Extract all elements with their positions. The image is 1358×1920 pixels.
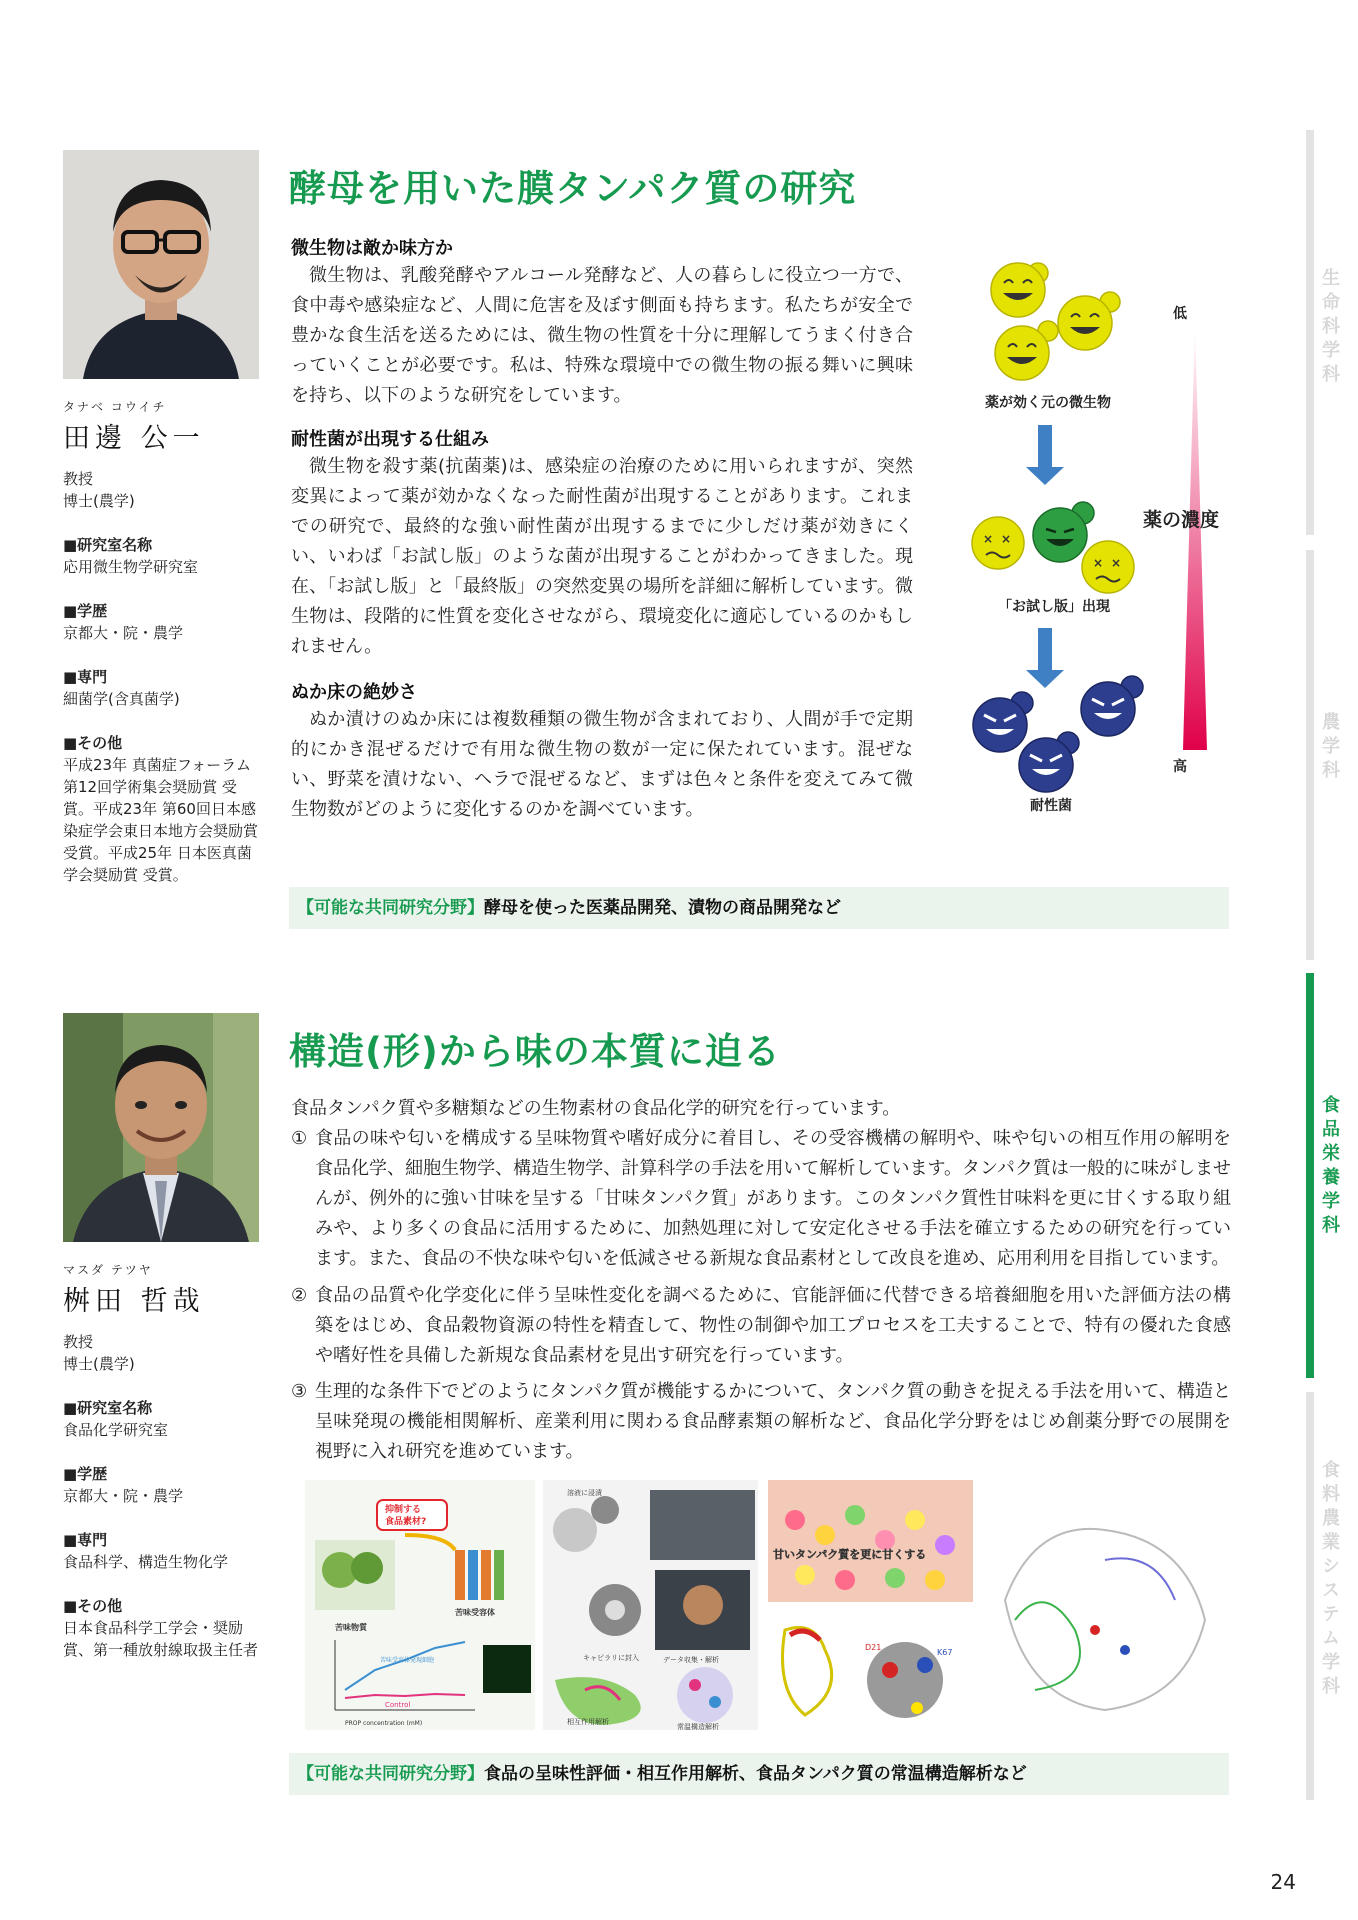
- portrait-masuda: [63, 1013, 259, 1242]
- intro-paragraph: 食品タンパク質や多糖類などの生物素材の食品化学的研究を行っています。: [291, 1098, 901, 1119]
- collab-text: 食品の呈味性評価・相互作用解析、食品タンパク質の常温構造解析など: [484, 1764, 1027, 1784]
- position: 教授: [63, 470, 94, 488]
- subheading: 耐性菌が出現する仕組み: [291, 429, 489, 450]
- svg-text:PROP concentration (mM): PROP concentration (mM): [345, 1720, 423, 1727]
- svg-text:D21: D21: [865, 1643, 882, 1652]
- tab-life-science[interactable]: 生命科学科: [1319, 268, 1340, 388]
- svg-text:×: ×: [1001, 532, 1012, 546]
- research-item: [291, 1124, 1231, 1274]
- collab-box: [289, 887, 1229, 929]
- item-text: 生理的な条件下でどのようにタンパク質が機能するかについて、タンパク質の動きを捉える手法を用いて、構造と呈味発現の機能相関解析、産業利用に関わる食品酵素類の解析など、食品化学分野をはじめ創薬分野での展開を視野に入れ研究を進めています。: [315, 1381, 1231, 1462]
- profile-details: [63, 1331, 263, 1683]
- item-number: ③: [291, 1381, 308, 1402]
- tab-food-nutrition[interactable]: 食品栄養学科: [1319, 1095, 1340, 1239]
- education-heading: ■学歴: [63, 602, 108, 620]
- dying-microbe-icon: [972, 517, 1024, 569]
- label-original-microbe: 薬が効く元の微生物: [985, 395, 1111, 411]
- collab-label: 【可能な共同研究分野】: [297, 898, 484, 918]
- svg-text:データ収集・解析: データ収集・解析: [663, 1656, 719, 1664]
- resistance-diagram: [940, 245, 1230, 825]
- portrait-tanabe: [63, 150, 259, 379]
- resistant-microbe-icon: [973, 692, 1033, 752]
- specialty: 細菌学(含真菌学): [63, 690, 180, 708]
- svg-text:苦味受容体発現細胞: 苦味受容体発現細胞: [380, 1657, 435, 1664]
- label-low: 低: [1173, 306, 1187, 322]
- lab-heading: ■研究室名称: [63, 536, 153, 554]
- other-info: 平成23年 真菌症フォーラム第12回学術集会奨励賞 受賞。平成23年 第60回日本感染症学会東日本地方会奨励賞 受賞。平成25年 日本医真菌学会奨励賞 受賞。: [63, 756, 259, 884]
- tab-bar-1: [1306, 130, 1314, 535]
- svg-text:溶液に浸漬: 溶液に浸漬: [567, 1489, 602, 1497]
- tab-agriculture[interactable]: 農学科: [1319, 712, 1340, 784]
- research-item: [291, 1377, 1231, 1467]
- section-title: 構造(形)から味の本質に迫る: [289, 1030, 781, 1073]
- degree: 博士(農学): [63, 492, 135, 510]
- subheading: ぬか床の絶妙さ: [291, 682, 417, 703]
- collab-text: 酵母を使った医薬品開発、漬物の商品開発など: [484, 898, 841, 918]
- paragraph: 微生物を殺す薬(抗菌薬)は、感染症の治療のために用いられますが、突然変異によって薬が効かなくなった耐性菌が出現することがあります。これまでの研究で、最終的な強い耐性菌が出現するまでに少しだけ薬が効きにくい、いわば「お試し版」のような菌が出現することがわかってきました。現在、「お試し版」と「最終版」の突然変異の場所を詳細に解析しています。微生物は、段階的に性質を変化させながら、環境変化に適応しているのかもしれません。: [291, 456, 913, 657]
- tab-bar-3: [1306, 973, 1314, 1378]
- item-number: ①: [291, 1128, 308, 1149]
- svg-text:相互作用解析: 相互作用解析: [567, 1718, 609, 1726]
- label-trial-version: 「お試し版」出現: [998, 599, 1110, 615]
- item-text: 食品の味や匂いを構成する呈味物質や嗜好成分に着目し、その受容機構の解明や、味や匂いの相互作用の解明を食品化学、細胞生物学、構造生物学、計算科学の手法を用いて解析しています。タンパク質は一般的に味がしませんが、例外的に強い甘味を呈する「甘味タンパク質」があります。このタンパク質性甘味料を更に甘くする取り組みや、より多くの食品に活用するために、加熱処理に対して安定化させる手法を確立するための研究を行っています。また、食品の不快な味や匂いを低減させる新規な食品素材として改良を進め、応用利用を目指しています。: [315, 1128, 1231, 1269]
- kana-name: マスダ テツヤ: [63, 1263, 153, 1277]
- green-microbe-icon: [1033, 502, 1094, 562]
- svg-text:抑制する: 抑制する: [385, 1505, 422, 1515]
- degree: 博士(農学): [63, 1355, 135, 1373]
- specialty: 食品科学、構造生物化学: [63, 1553, 229, 1571]
- tab-food-agri-system[interactable]: 食料農業システム学科: [1319, 1460, 1340, 1700]
- page-number: 24: [1270, 1870, 1296, 1894]
- svg-text:甘いタンパク質を更に甘くする: 甘いタンパク質を更に甘くする: [773, 1548, 927, 1561]
- education-heading: ■学歴: [63, 1465, 108, 1483]
- label-concentration: 薬の濃度: [1143, 509, 1220, 531]
- dying-microbe-icon: [1082, 541, 1134, 593]
- svg-text:×: ×: [1093, 556, 1104, 570]
- down-arrow-icon: [1026, 425, 1064, 485]
- down-arrow-icon: [1026, 628, 1064, 688]
- kana-name: タナベ コウイチ: [63, 400, 167, 414]
- tab-bar-4: [1306, 1392, 1314, 1800]
- svg-text:×: ×: [1111, 556, 1122, 570]
- svg-text:キャピラリに封入: キャピラリに封入: [583, 1654, 639, 1662]
- collab-box: [289, 1753, 1229, 1795]
- person-name: 桝田 哲哉: [63, 1286, 205, 1317]
- svg-text:常温構造解析: 常温構造解析: [677, 1723, 719, 1730]
- other-info: 日本食品科学工学会・奨励賞、第一種放射線取扱主任者: [63, 1619, 259, 1659]
- paragraph: 微生物は、乳酸発酵やアルコール発酵など、人の暮らしに役立つ一方で、食中毒や感染症など、人間に危害を及ぼす側面も持ちます。私たちが安全で豊かな食生活を送るためには、微生物の性質を十分に理解してうまく付き合っていくことが必要です。私は、特殊な環境中での微生物の振る舞いに興味を持ち、以下のような研究をしています。: [291, 265, 913, 406]
- happy-microbe-icon: [991, 263, 1048, 317]
- svg-text:×: ×: [983, 532, 994, 546]
- enzyme-structure-panel: [981, 1480, 1225, 1730]
- other-heading: ■その他: [63, 734, 123, 752]
- svg-text:K67: K67: [937, 1648, 953, 1657]
- concentration-gradient: [1183, 325, 1207, 750]
- person-name: 田邊 公一: [63, 423, 205, 454]
- paragraph: ぬか漬けのぬか床には複数種類の微生物が含まれており、人間が手で定期的にかき混ぜるだけで有用な微生物の数が一定に保たれています。混ぜない、野菜を漬けない、ヘラで混ぜるなど、まずは色々と条件を変えてみて微生物数がどのように変化するのかを調べています。: [291, 709, 913, 820]
- lab-name: 応用微生物学研究室: [63, 558, 199, 576]
- specialty-heading: ■専門: [63, 1531, 108, 1549]
- svg-text:Control: Control: [385, 1701, 411, 1709]
- position: 教授: [63, 1333, 94, 1351]
- happy-microbe-icon: [995, 321, 1058, 380]
- tab-bar-2: [1306, 550, 1314, 960]
- lab-name: 食品化学研究室: [63, 1421, 169, 1439]
- research-figures: [305, 1480, 1225, 1730]
- label-resistant: 耐性菌: [1030, 798, 1072, 814]
- resistant-microbe-icon: [1081, 676, 1143, 736]
- item-number: ②: [291, 1285, 308, 1306]
- svg-text:苦味物質: 苦味物質: [335, 1623, 367, 1632]
- profile-details: [63, 468, 263, 908]
- section-title: 酵母を用いた膜タンパク質の研究: [289, 167, 857, 210]
- resistant-microbe-icon: [1019, 732, 1079, 792]
- other-heading: ■その他: [63, 1597, 123, 1615]
- education: 京都大・院・農学: [63, 624, 184, 642]
- collab-label: 【可能な共同研究分野】: [297, 1764, 484, 1784]
- education: 京都大・院・農学: [63, 1487, 184, 1505]
- label-high: 高: [1173, 759, 1187, 775]
- svg-text:苦味受容体: 苦味受容体: [455, 1608, 495, 1617]
- svg-text:食品素材?: 食品素材?: [385, 1517, 427, 1527]
- happy-microbe-icon: [1058, 292, 1120, 350]
- specialty-heading: ■専門: [63, 668, 108, 686]
- subheading: 微生物は敵か味方か: [291, 238, 453, 259]
- research-item: [291, 1281, 1231, 1371]
- lab-heading: ■研究室名称: [63, 1399, 153, 1417]
- item-text: 食品の品質や化学変化に伴う呈味性変化を調べるために、官能評価に代替できる培養細胞を用いた評価方法の構築をはじめ、食品穀物資源の特性を精査して、物性の制御や加工プロセスを工夫することで、特有の優れた食感や嗜好性を具備した新規な食品素材を見出す研究を行っています。: [315, 1285, 1231, 1366]
